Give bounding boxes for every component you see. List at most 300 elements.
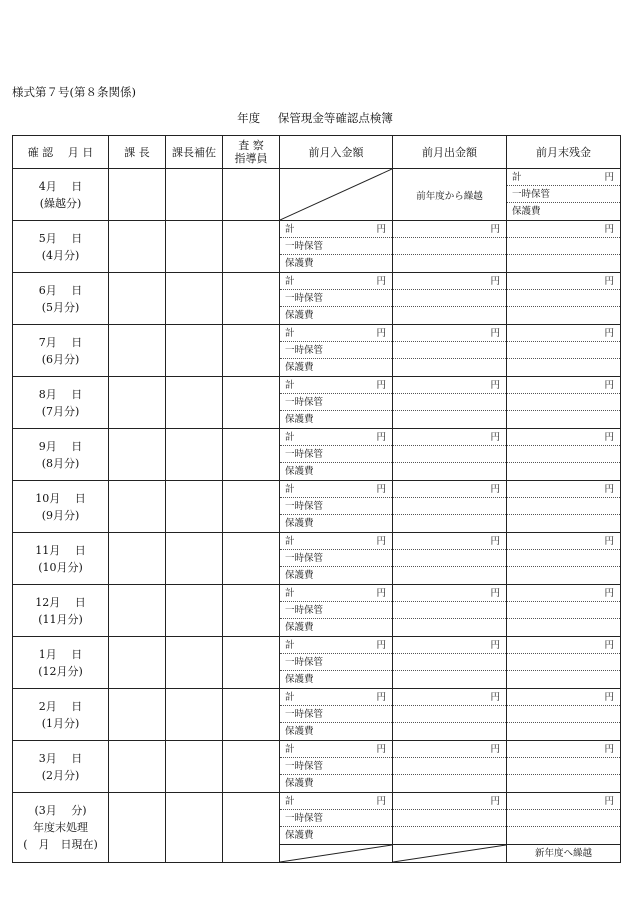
date-cell [13, 221, 109, 273]
total-label: 計 [285, 536, 295, 547]
protection-line [280, 463, 392, 480]
balance-cell[interactable] [507, 221, 621, 273]
chief-seal-cell[interactable] [109, 585, 166, 637]
yen-label: 円 [604, 380, 614, 391]
expense-cell[interactable] [393, 637, 507, 689]
yen-label: 円 [604, 588, 614, 599]
expense-cell[interactable] [393, 221, 507, 273]
protection-line [280, 723, 392, 740]
temporary-line [507, 550, 620, 567]
total-line [280, 273, 392, 290]
total-line [393, 637, 506, 654]
yen-label: 円 [604, 536, 614, 547]
protection-line [507, 723, 620, 740]
protection-line [280, 359, 392, 376]
income-cell[interactable] [280, 273, 393, 325]
total-line [507, 481, 620, 498]
period-line: (10月分) [38, 560, 83, 574]
total-line [507, 221, 620, 238]
protection-line [280, 619, 392, 636]
protection-label: 保護費 [285, 362, 314, 373]
balance-cell[interactable] [507, 741, 621, 793]
ledger-title [0, 110, 630, 126]
yen-label: 円 [604, 276, 614, 287]
month-row [13, 741, 621, 793]
balance-cell[interactable] [507, 481, 621, 533]
total-line [280, 221, 392, 238]
temporary-line [393, 810, 506, 827]
chief-seal-cell[interactable] [109, 325, 166, 377]
temporary-label: 一時保管 [285, 345, 324, 356]
temporary-line [507, 498, 620, 515]
chief-seal-cell[interactable] [109, 273, 166, 325]
temporary-line [393, 758, 506, 775]
total-line [507, 793, 620, 810]
expense-cell[interactable] [393, 533, 507, 585]
expense-crossed-footer [393, 845, 507, 863]
temporary-line [393, 342, 506, 359]
carry-from-prev-cell [393, 169, 507, 221]
total-line [280, 377, 392, 394]
total-line [507, 741, 620, 758]
total-line [393, 585, 506, 602]
protection-label: 保護費 [285, 674, 314, 685]
total-label: 計 [285, 692, 295, 703]
chief-seal-cell[interactable] [109, 221, 166, 273]
total-line [507, 169, 620, 186]
balance-cell[interactable] [507, 377, 621, 429]
date-line: 1月 日 [38, 647, 83, 661]
inspector-seal-cell[interactable] [223, 637, 280, 689]
inspector-seal-cell[interactable] [223, 793, 280, 863]
temporary-line [280, 654, 392, 671]
chief-seal-cell[interactable] [109, 637, 166, 689]
chief-seal-cell[interactable] [109, 741, 166, 793]
income-crossed-footer [280, 845, 393, 863]
balance-cell[interactable] [507, 429, 621, 481]
protection-line [393, 827, 506, 844]
protection-label: 保護費 [512, 206, 541, 217]
period-line: (9月分) [41, 508, 80, 522]
protection-line [393, 359, 506, 376]
yen-label: 円 [490, 796, 500, 807]
total-line [280, 429, 392, 446]
yen-label: 円 [604, 328, 614, 339]
income-cell[interactable] [280, 429, 393, 481]
total-line [393, 377, 506, 394]
header-assistant-chief: 課長補佐 [166, 136, 223, 169]
assistant-seal-cell[interactable] [166, 325, 223, 377]
assistant-seal-cell[interactable] [166, 221, 223, 273]
protection-line [507, 671, 620, 688]
year-end-date-cell [13, 793, 109, 863]
temporary-label: 一時保管 [285, 241, 324, 252]
temporary-label: 一時保管 [285, 605, 324, 616]
total-line [393, 429, 506, 446]
period-line: (11月分) [38, 612, 83, 626]
protection-label: 保護費 [285, 258, 314, 269]
date-line: 7月 日 [38, 335, 83, 349]
chief-seal-cell[interactable] [109, 533, 166, 585]
date-cell [13, 169, 109, 221]
balance-cell[interactable] [507, 533, 621, 585]
balance-cell[interactable] [507, 585, 621, 637]
protection-line [507, 827, 620, 844]
total-line [280, 325, 392, 342]
period-line: (2月分) [41, 768, 80, 782]
date-cell [13, 637, 109, 689]
temporary-label: 一時保管 [285, 709, 324, 720]
yen-label: 円 [604, 744, 614, 755]
temporary-line [507, 186, 620, 203]
total-line [280, 741, 392, 758]
total-line [393, 793, 506, 810]
temporary-line [393, 238, 506, 255]
yen-label: 円 [376, 380, 386, 391]
chief-seal-cell[interactable] [109, 169, 166, 221]
period-line: (12月分) [38, 664, 83, 678]
temporary-line [393, 706, 506, 723]
temporary-label: 一時保管 [285, 397, 324, 408]
protection-line [507, 359, 620, 376]
temporary-line [393, 654, 506, 671]
temporary-line [507, 238, 620, 255]
month-row [13, 689, 621, 741]
temporary-line [280, 602, 392, 619]
month-row [13, 325, 621, 377]
total-line [507, 429, 620, 446]
carry-from-prev-text: 前年度から繰越 [416, 190, 483, 202]
temporary-line [280, 706, 392, 723]
temporary-line [507, 654, 620, 671]
yen-label: 円 [604, 640, 614, 651]
temporary-line [280, 342, 392, 359]
period-line: (繰越分) [39, 196, 82, 210]
carry-to-next-cell [507, 845, 621, 863]
date-cell [13, 273, 109, 325]
date-cell [13, 481, 109, 533]
total-label: 計 [285, 224, 295, 235]
form-number: 様式第７号(第８条関係) [12, 85, 136, 99]
year-end-line1: (3月 分) [34, 804, 87, 817]
temporary-line [280, 394, 392, 411]
header-confirm-date: 確 認 月 日 [13, 136, 109, 169]
header-inspector-line2: 指導員 [234, 152, 268, 165]
assistant-seal-cell[interactable] [166, 689, 223, 741]
total-line [507, 689, 620, 706]
assistant-seal-cell[interactable] [166, 169, 223, 221]
header-prev-balance: 前月末残金 [507, 136, 621, 169]
date-cell [13, 741, 109, 793]
ledger-name: 保管現金等確認点検簿 [277, 111, 393, 125]
month-row [13, 273, 621, 325]
expense-cell[interactable] [393, 585, 507, 637]
total-line [280, 637, 392, 654]
inspector-seal-cell[interactable] [223, 481, 280, 533]
total-label: 計 [285, 328, 295, 339]
protection-label: 保護費 [285, 570, 314, 581]
total-line [507, 273, 620, 290]
total-line [280, 481, 392, 498]
row-year-end [13, 793, 621, 845]
yen-label: 円 [490, 692, 500, 703]
expense-cell[interactable] [393, 273, 507, 325]
temporary-line [507, 342, 620, 359]
yen-label: 円 [376, 432, 386, 443]
diagonal-line [280, 169, 392, 220]
period-line: (4月分) [41, 248, 80, 262]
month-row [13, 637, 621, 689]
protection-label: 保護費 [285, 830, 314, 841]
yen-label: 円 [490, 640, 500, 651]
header-inspector-line1: 査 察 [238, 139, 264, 152]
expense-cell[interactable] [393, 481, 507, 533]
date-cell [13, 585, 109, 637]
protection-label: 保護費 [285, 622, 314, 633]
inspector-seal-cell[interactable] [223, 169, 280, 221]
expense-cell[interactable] [393, 793, 507, 845]
protection-line [280, 827, 392, 844]
temporary-line [393, 394, 506, 411]
protection-line [507, 463, 620, 480]
date-line: 2月 日 [38, 699, 83, 713]
temporary-line [507, 758, 620, 775]
protection-line [393, 463, 506, 480]
month-row [13, 429, 621, 481]
temporary-line [280, 550, 392, 567]
header-prev-expense: 前月出金額 [393, 136, 507, 169]
protection-label: 保護費 [285, 414, 314, 425]
assistant-seal-cell[interactable] [166, 637, 223, 689]
date-cell [13, 377, 109, 429]
total-line [507, 377, 620, 394]
chief-seal-cell[interactable] [109, 429, 166, 481]
total-line [507, 325, 620, 342]
yen-label: 円 [490, 744, 500, 755]
inspector-seal-cell[interactable] [223, 273, 280, 325]
yen-label: 円 [490, 432, 500, 443]
temporary-line [280, 810, 392, 827]
protection-line [393, 723, 506, 740]
income-cell[interactable] [280, 533, 393, 585]
balance-cell[interactable] [507, 793, 621, 845]
inspector-seal-cell[interactable] [223, 741, 280, 793]
assistant-seal-cell[interactable] [166, 741, 223, 793]
assistant-seal-cell[interactable] [166, 533, 223, 585]
temporary-line [393, 290, 506, 307]
diagonal-line [393, 845, 506, 862]
yen-label: 円 [376, 484, 386, 495]
protection-label: 保護費 [285, 310, 314, 321]
expense-cell[interactable] [393, 689, 507, 741]
temporary-label: 一時保管 [285, 293, 324, 304]
protection-label: 保護費 [285, 726, 314, 737]
total-line [393, 481, 506, 498]
yen-label: 円 [376, 796, 386, 807]
header-row [13, 136, 621, 169]
temporary-line [507, 394, 620, 411]
total-label: 計 [285, 380, 295, 391]
temporary-line [507, 602, 620, 619]
month-row [13, 585, 621, 637]
inspector-seal-cell[interactable] [223, 585, 280, 637]
total-line [393, 741, 506, 758]
yen-label: 円 [604, 484, 614, 495]
cash-inspection-table [12, 135, 621, 863]
yen-label: 円 [490, 588, 500, 599]
yen-label: 円 [376, 744, 386, 755]
inspector-seal-cell[interactable] [223, 377, 280, 429]
income-cell[interactable] [280, 741, 393, 793]
yen-label: 円 [490, 380, 500, 391]
date-cell [13, 429, 109, 481]
inspector-seal-cell[interactable] [223, 325, 280, 377]
temporary-line [280, 498, 392, 515]
assistant-seal-cell[interactable] [166, 585, 223, 637]
assistant-seal-cell[interactable] [166, 429, 223, 481]
header-inspector [223, 136, 280, 169]
chief-seal-cell[interactable] [109, 377, 166, 429]
income-cell[interactable] [280, 585, 393, 637]
temporary-label: 一時保管 [285, 501, 324, 512]
protection-label: 保護費 [285, 778, 314, 789]
yen-label: 円 [376, 588, 386, 599]
temporary-line [393, 446, 506, 463]
temporary-label: 一時保管 [285, 657, 324, 668]
income-cell[interactable] [280, 689, 393, 741]
income-cell[interactable] [280, 325, 393, 377]
assistant-seal-cell[interactable] [166, 273, 223, 325]
yen-label: 円 [376, 276, 386, 287]
temporary-line [507, 810, 620, 827]
yen-label: 円 [490, 276, 500, 287]
period-line: (8月分) [41, 456, 80, 470]
temporary-label: 一時保管 [285, 813, 324, 824]
year-end-line3: ( 月 日現在) [23, 838, 98, 851]
temporary-line [393, 550, 506, 567]
yen-label: 円 [490, 328, 500, 339]
temporary-label: 一時保管 [285, 761, 324, 772]
chief-seal-cell[interactable] [109, 689, 166, 741]
date-cell [13, 325, 109, 377]
balance-cell[interactable] [507, 689, 621, 741]
protection-line [280, 671, 392, 688]
income-cell[interactable] [280, 481, 393, 533]
date-line: 5月 日 [38, 231, 83, 245]
period-line: (1月分) [41, 716, 80, 730]
protection-line [507, 411, 620, 428]
period-line: (7月分) [41, 404, 80, 418]
total-line [393, 325, 506, 342]
date-line: 11月 日 [35, 543, 86, 557]
protection-line [507, 515, 620, 532]
protection-line [280, 515, 392, 532]
income-cell[interactable] [280, 377, 393, 429]
total-label: 計 [285, 796, 295, 807]
protection-line [393, 515, 506, 532]
balance-cell[interactable] [507, 637, 621, 689]
income-cell[interactable] [280, 221, 393, 273]
diagonal-line [280, 845, 392, 862]
protection-line [280, 567, 392, 584]
total-label: 計 [285, 744, 295, 755]
yen-label: 円 [604, 432, 614, 443]
period-line: (6月分) [41, 352, 80, 366]
yen-label: 円 [490, 224, 500, 235]
protection-line [393, 411, 506, 428]
total-label: 計 [285, 484, 295, 495]
total-line [280, 793, 392, 810]
expense-cell[interactable] [393, 377, 507, 429]
yen-label: 円 [604, 172, 614, 183]
carry-to-next-text: 新年度へ繰越 [534, 848, 592, 859]
protection-line [393, 567, 506, 584]
yen-label: 円 [376, 692, 386, 703]
inspector-seal-cell[interactable] [223, 689, 280, 741]
inspector-seal-cell[interactable] [223, 221, 280, 273]
yen-label: 円 [604, 692, 614, 703]
temporary-line [280, 758, 392, 775]
expense-cell[interactable] [393, 325, 507, 377]
month-row [13, 481, 621, 533]
protection-line [507, 255, 620, 272]
total-label: 計 [285, 640, 295, 651]
expense-cell[interactable] [393, 429, 507, 481]
protection-line [507, 619, 620, 636]
total-line [393, 533, 506, 550]
assistant-seal-cell[interactable] [166, 793, 223, 863]
date-cell [13, 689, 109, 741]
temporary-label: 一時保管 [285, 449, 324, 460]
expense-cell[interactable] [393, 741, 507, 793]
total-line [507, 585, 620, 602]
month-row [13, 533, 621, 585]
inspector-seal-cell[interactable] [223, 429, 280, 481]
assistant-seal-cell[interactable] [166, 481, 223, 533]
chief-seal-cell[interactable] [109, 481, 166, 533]
total-label: 計 [512, 172, 522, 183]
assistant-seal-cell[interactable] [166, 377, 223, 429]
yen-label: 円 [376, 224, 386, 235]
protection-line [507, 775, 620, 792]
yen-label: 円 [604, 224, 614, 235]
balance-cell[interactable] [507, 169, 621, 221]
row-april-carryover [13, 169, 621, 221]
balance-cell[interactable] [507, 273, 621, 325]
total-line [507, 637, 620, 654]
date-line: 4月 日 [38, 179, 83, 193]
protection-line [507, 307, 620, 324]
inspector-seal-cell[interactable] [223, 533, 280, 585]
income-cell[interactable] [280, 637, 393, 689]
protection-line [507, 203, 620, 220]
date-line: 10月 日 [35, 491, 86, 505]
protection-line [280, 775, 392, 792]
header-prev-income: 前月入金額 [280, 136, 393, 169]
yen-label: 円 [490, 484, 500, 495]
chief-seal-cell[interactable] [109, 793, 166, 863]
protection-line [393, 775, 506, 792]
date-line: 9月 日 [38, 439, 83, 453]
year-end-line2: 年度末処理 [33, 821, 88, 834]
protection-line [280, 255, 392, 272]
balance-cell[interactable] [507, 325, 621, 377]
total-line [393, 689, 506, 706]
month-row [13, 221, 621, 273]
temporary-line [507, 706, 620, 723]
income-cell[interactable] [280, 793, 393, 845]
date-cell [13, 533, 109, 585]
